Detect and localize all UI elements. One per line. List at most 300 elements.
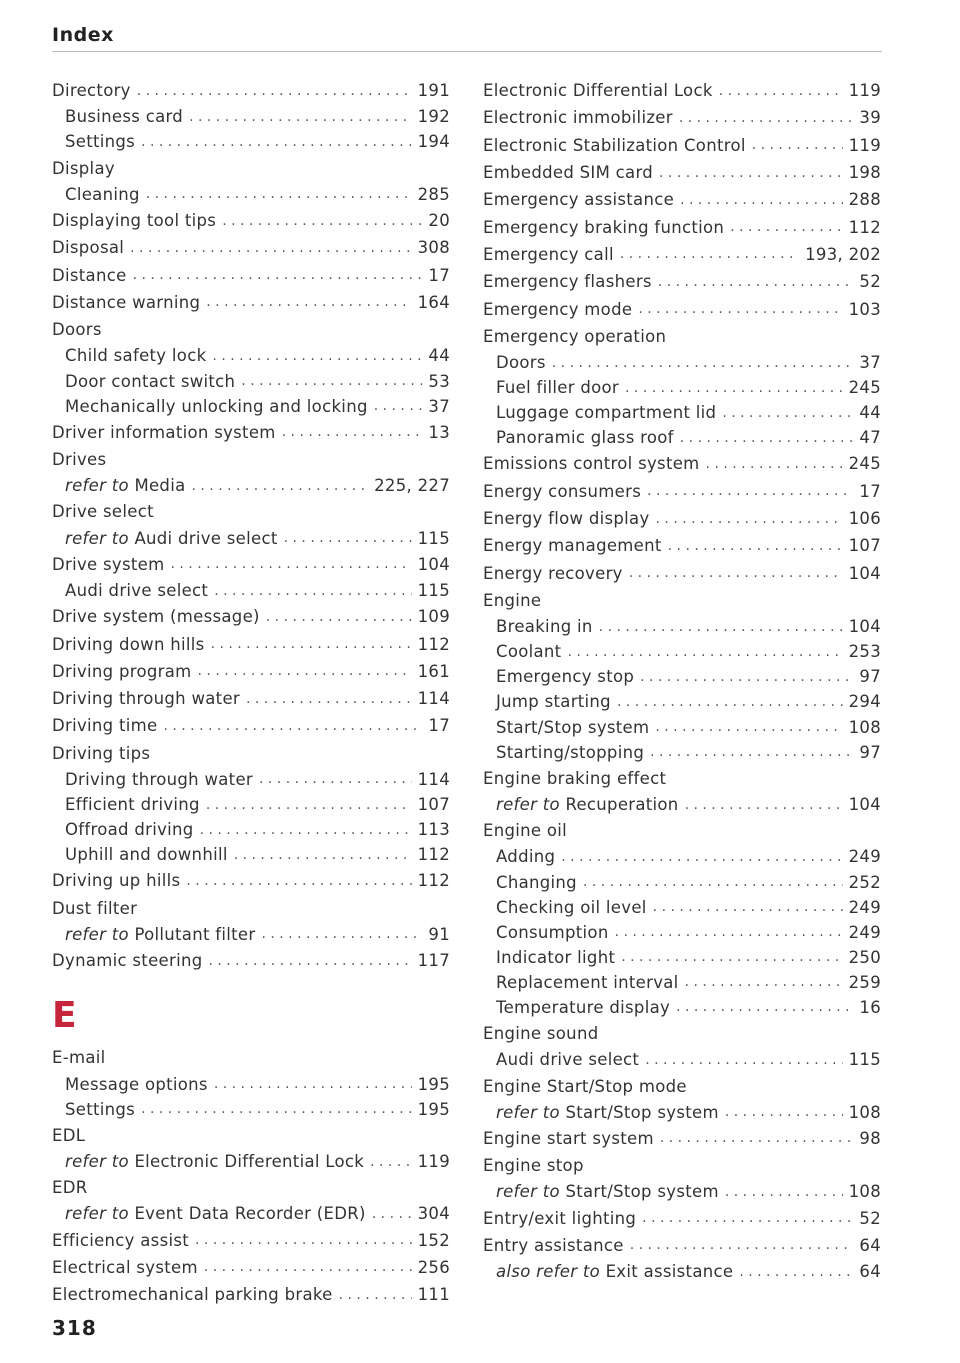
- dot-leader: [552, 355, 854, 371]
- dot-leader: [200, 822, 412, 838]
- dot-leader: [640, 669, 853, 685]
- index-term: Drive system: [52, 554, 165, 574]
- index-term: Directory: [52, 81, 131, 101]
- dot-leader: [725, 1104, 843, 1120]
- page-reference[interactable]: 117: [417, 951, 450, 971]
- index-subentry-driving-through-water[interactable]: [52, 767, 450, 792]
- index-subentry-uphill-and-downhill[interactable]: [52, 842, 450, 867]
- page-reference[interactable]: 245: [848, 454, 881, 474]
- index-entry-drive-system[interactable]: [52, 551, 450, 578]
- index-entry-distance-warning[interactable]: [52, 289, 450, 316]
- index-subentry-recuperation[interactable]: [483, 792, 881, 817]
- page-reference[interactable]: 252: [848, 872, 881, 892]
- index-subentry-emergency-stop[interactable]: [483, 664, 881, 689]
- dot-leader: [629, 565, 843, 581]
- dot-leader: [246, 691, 412, 707]
- index-entry-electromechanical-parking-brake[interactable]: [52, 1281, 450, 1308]
- cross-reference-prefix: refer to: [65, 924, 129, 944]
- index-term: Driving time: [52, 716, 158, 736]
- index-term: Engine braking effect: [483, 768, 667, 788]
- index-term: Doors: [496, 353, 546, 373]
- index-term: Breaking in: [496, 617, 593, 637]
- page-reference[interactable]: 259: [848, 972, 881, 992]
- page-reference[interactable]: 108: [848, 1182, 881, 1202]
- index-term: Dust filter: [52, 898, 138, 918]
- index-term: Displaying tool tips: [52, 211, 217, 231]
- index-entry-drive-system-message[interactable]: [52, 603, 450, 630]
- index-subentry-audi-drive-select[interactable]: [52, 578, 450, 603]
- index-heading-drive-select: [52, 498, 450, 525]
- page-reference[interactable]: 111: [417, 1285, 450, 1305]
- index-entry-energy-management[interactable]: [483, 532, 881, 559]
- index-subentry-indicator-light[interactable]: [483, 945, 881, 970]
- page-reference[interactable]: 52: [859, 1208, 881, 1228]
- dot-leader: [676, 999, 853, 1015]
- index-term: Driver information system: [52, 422, 276, 442]
- dot-leader: [137, 83, 412, 99]
- page-reference[interactable]: 37: [859, 353, 881, 373]
- page-reference[interactable]: 52: [859, 272, 881, 292]
- page-reference[interactable]: 152: [417, 1230, 450, 1250]
- index-entry-directory[interactable]: [52, 77, 450, 104]
- page-reference[interactable]: 47: [859, 428, 881, 448]
- index-subentry-message-options[interactable]: [52, 1072, 450, 1097]
- page-reference[interactable]: 13: [428, 422, 450, 442]
- index-term: Electronic Stabilization Control: [483, 135, 746, 155]
- page-reference[interactable]: 107: [848, 536, 881, 556]
- index-subentry-starting-stopping[interactable]: [483, 740, 881, 765]
- cross-reference-prefix: refer to: [65, 476, 129, 496]
- page-reference[interactable]: 107: [417, 795, 450, 815]
- index-term: Replacement interval: [496, 972, 679, 992]
- page-reference[interactable]: 112: [417, 845, 450, 865]
- dot-leader: [206, 797, 412, 813]
- index-term: Electronic immobilizer: [483, 108, 673, 128]
- page-reference[interactable]: 53: [428, 371, 450, 391]
- index-term: Emergency assistance: [483, 190, 675, 210]
- index-entry-displaying-tool-tips[interactable]: [52, 207, 450, 234]
- page-reference[interactable]: 294: [848, 692, 881, 712]
- index-section-letter: E: [52, 995, 77, 1037]
- index-term: Driving through water: [65, 769, 253, 789]
- page-reference[interactable]: 119: [417, 1152, 450, 1172]
- page-reference[interactable]: 39: [859, 108, 881, 128]
- page-reference[interactable]: 104: [848, 617, 881, 637]
- index-entry-engine-start-system[interactable]: [483, 1125, 881, 1152]
- index-term: Business card: [65, 107, 184, 127]
- index-subentry-replacement-interval[interactable]: [483, 970, 881, 995]
- dot-leader: [214, 1076, 412, 1092]
- dot-leader: [259, 771, 412, 787]
- index-entry-efficiency-assist[interactable]: [52, 1227, 450, 1254]
- index-term: Recuperation: [565, 795, 679, 815]
- dot-leader: [615, 924, 843, 940]
- index-entry-electronic-immobilizer[interactable]: [483, 104, 881, 131]
- index-term: EDR: [52, 1178, 88, 1198]
- page-reference[interactable]: 16: [859, 997, 881, 1017]
- page-reference[interactable]: 285: [417, 184, 450, 204]
- page-reference[interactable]: 108: [848, 717, 881, 737]
- index-heading-emergency-operation: [483, 323, 881, 350]
- index-entry-driving-down-hills[interactable]: [52, 630, 450, 657]
- page-reference[interactable]: 250: [848, 947, 881, 967]
- page-reference[interactable]: 112: [417, 634, 450, 654]
- index-subentry-start-stop-system[interactable]: [483, 1179, 881, 1204]
- index-term: Consumption: [496, 922, 609, 942]
- index-entry-emissions-control-system[interactable]: [483, 450, 881, 477]
- index-term: Audi drive select: [496, 1050, 640, 1070]
- dot-leader: [171, 556, 412, 572]
- page-reference[interactable]: 193, 202: [805, 244, 881, 264]
- index-entry-entry-exit-lighting[interactable]: [483, 1205, 881, 1232]
- page-reference[interactable]: 37: [428, 396, 450, 416]
- dot-leader: [234, 847, 412, 863]
- index-subentry-cleaning[interactable]: [52, 182, 450, 207]
- dot-leader: [668, 538, 843, 554]
- index-term: Disposal: [52, 238, 125, 258]
- index-term: Energy flow display: [483, 509, 650, 529]
- page-reference[interactable]: 44: [428, 346, 450, 366]
- page-reference[interactable]: 104: [848, 563, 881, 583]
- index-term: Door contact switch: [65, 371, 236, 391]
- index-subentry-business-card[interactable]: [52, 104, 450, 129]
- dot-leader: [719, 83, 843, 99]
- page-reference[interactable]: 249: [848, 922, 881, 942]
- index-term: Cleaning: [65, 184, 140, 204]
- page-reference[interactable]: 113: [417, 820, 450, 840]
- index-subentry-mechanically-unlocking-and-locking[interactable]: [52, 394, 450, 419]
- index-heading-engine-braking-effect: [483, 765, 881, 792]
- dot-leader: [583, 874, 843, 890]
- page-reference[interactable]: 104: [417, 554, 450, 574]
- cross-reference-prefix: refer to: [496, 1102, 560, 1122]
- index-term: Start/Stop system: [565, 1102, 719, 1122]
- index-subentry-adding[interactable]: [483, 844, 881, 869]
- index-subentry-settings[interactable]: [52, 1097, 450, 1122]
- index-term: Settings: [65, 1099, 136, 1119]
- dot-leader: [189, 109, 412, 125]
- index-term: Emergency mode: [483, 299, 633, 319]
- index-entry-driving-through-water[interactable]: [52, 685, 450, 712]
- page-reference[interactable]: 308: [417, 238, 450, 258]
- index-term: Temperature display: [496, 997, 671, 1017]
- dot-leader: [685, 797, 843, 813]
- index-column-left: [52, 77, 450, 1308]
- index-subentry-luggage-compartment-lid[interactable]: [483, 400, 881, 425]
- index-entry-emergency-assistance[interactable]: [483, 186, 881, 213]
- index-entry-emergency-mode[interactable]: [483, 295, 881, 322]
- index-term: Energy recovery: [483, 563, 623, 583]
- page-reference[interactable]: 161: [417, 661, 450, 681]
- index-entry-energy-flow-display[interactable]: [483, 505, 881, 532]
- index-subentry-pollutant-filter[interactable]: [52, 922, 450, 947]
- index-term: Message options: [65, 1074, 208, 1094]
- cross-reference-prefix: refer to: [65, 1152, 129, 1172]
- page-reference[interactable]: 103: [848, 299, 881, 319]
- dot-leader: [685, 974, 843, 990]
- page-reference[interactable]: 253: [848, 642, 881, 662]
- index-entry-driver-information-system[interactable]: [52, 419, 450, 446]
- page-reference[interactable]: 119: [848, 135, 881, 155]
- index-term: Driving program: [52, 661, 192, 681]
- page-reference[interactable]: 109: [417, 607, 450, 627]
- index-term: Checking oil level: [496, 897, 647, 917]
- index-term: Entry/exit lighting: [483, 1208, 637, 1228]
- page-reference[interactable]: 104: [848, 795, 881, 815]
- cross-reference-prefix: refer to: [496, 1182, 560, 1202]
- index-subentry-media[interactable]: [52, 473, 450, 498]
- dot-leader: [680, 430, 854, 446]
- dot-leader: [186, 873, 411, 889]
- index-heading-e-mail: [52, 1044, 450, 1071]
- page-reference[interactable]: 164: [417, 292, 450, 312]
- dot-leader: [284, 530, 412, 546]
- page-reference[interactable]: 288: [848, 190, 881, 210]
- dot-leader: [195, 1232, 412, 1248]
- dot-leader: [192, 478, 369, 494]
- index-entry-entry-assistance[interactable]: [483, 1232, 881, 1259]
- page-reference[interactable]: 225, 227: [374, 476, 450, 496]
- page-reference[interactable]: 249: [848, 897, 881, 917]
- dot-leader: [374, 398, 423, 414]
- page-reference[interactable]: 64: [859, 1235, 881, 1255]
- dot-leader: [206, 294, 411, 310]
- index-entry-driving-time[interactable]: [52, 712, 450, 739]
- dot-leader: [752, 137, 843, 153]
- dot-leader: [680, 192, 843, 208]
- dot-leader: [261, 926, 422, 942]
- index-entry-distance[interactable]: [52, 261, 450, 288]
- dot-leader: [660, 1130, 854, 1146]
- index-entry-driving-up-hills[interactable]: [52, 867, 450, 894]
- dot-leader: [617, 694, 843, 710]
- index-subentry-changing[interactable]: [483, 869, 881, 894]
- page-reference[interactable]: 114: [417, 689, 450, 709]
- index-subentry-doors[interactable]: [483, 350, 881, 375]
- page-reference[interactable]: 195: [417, 1099, 450, 1119]
- dot-leader: [625, 380, 843, 396]
- index-entry-emergency-flashers[interactable]: [483, 268, 881, 295]
- index-subentry-temperature-display[interactable]: [483, 995, 881, 1020]
- index-subentry-start-stop-system[interactable]: [483, 1100, 881, 1125]
- index-term: Engine stop: [483, 1156, 584, 1176]
- index-subentry-jump-starting[interactable]: [483, 689, 881, 714]
- page-reference[interactable]: 198: [848, 163, 881, 183]
- page-reference[interactable]: 245: [848, 378, 881, 398]
- index-term: Jump starting: [496, 692, 611, 712]
- index-subentry-child-safety-lock[interactable]: [52, 343, 450, 368]
- dot-leader: [561, 849, 842, 865]
- index-term: Electrical system: [52, 1257, 198, 1277]
- index-term: Audi drive select: [134, 528, 278, 548]
- index-term: Mechanically unlocking and locking: [65, 396, 368, 416]
- page-number: 318: [52, 1316, 97, 1340]
- index-term: Panoramic glass roof: [496, 428, 674, 448]
- index-term: Drives: [52, 450, 107, 470]
- page-reference[interactable]: 115: [848, 1050, 881, 1070]
- index-subentry-coolant[interactable]: [483, 639, 881, 664]
- index-entry-embedded-sim-card[interactable]: [483, 159, 881, 186]
- index-heading-drives: [52, 446, 450, 473]
- dot-leader: [739, 1264, 853, 1280]
- page-reference[interactable]: 115: [417, 528, 450, 548]
- index-term: Changing: [496, 872, 577, 892]
- index-term: Pollutant filter: [134, 924, 256, 944]
- index-term: Media: [134, 476, 186, 496]
- index-term: EDL: [52, 1125, 86, 1145]
- dot-leader: [214, 583, 411, 599]
- index-term: Emergency braking function: [483, 217, 725, 237]
- index-entry-emergency-braking-function[interactable]: [483, 213, 881, 240]
- dot-leader: [241, 373, 422, 389]
- index-term: Distance warning: [52, 292, 201, 312]
- dot-leader: [130, 240, 411, 256]
- index-column-right: [483, 77, 881, 1284]
- index-heading-driving-tips: [52, 740, 450, 767]
- page-reference[interactable]: 256: [417, 1257, 450, 1277]
- index-term: Engine Start/Stop mode: [483, 1076, 687, 1096]
- index-term: Efficient driving: [65, 795, 200, 815]
- index-heading-engine: [483, 587, 881, 614]
- page-header-title: Index: [52, 24, 114, 46]
- cross-reference-prefix: refer to: [65, 1204, 129, 1224]
- index-heading-engine-oil: [483, 817, 881, 844]
- index-term: Emergency operation: [483, 326, 667, 346]
- index-term: Energy consumers: [483, 481, 642, 501]
- page-reference[interactable]: 98: [859, 1128, 881, 1148]
- dot-leader: [208, 953, 411, 969]
- page-reference[interactable]: 192: [417, 107, 450, 127]
- dot-leader: [599, 619, 843, 635]
- index-term: Drive system (message): [52, 607, 260, 627]
- index-heading-edl: [52, 1122, 450, 1149]
- index-entry-energy-recovery[interactable]: [483, 560, 881, 587]
- index-subentry-panoramic-glass-roof[interactable]: [483, 425, 881, 450]
- index-entry-energy-consumers[interactable]: [483, 478, 881, 505]
- index-term: Electromechanical parking brake: [52, 1285, 333, 1305]
- page-reference[interactable]: 112: [848, 217, 881, 237]
- index-entry-electronic-differential-lock[interactable]: [483, 77, 881, 104]
- index-term: Settings: [65, 132, 136, 152]
- index-term: Entry assistance: [483, 1235, 624, 1255]
- page-reference[interactable]: 304: [417, 1204, 450, 1224]
- index-term: Engine start system: [483, 1128, 654, 1148]
- dot-leader: [370, 1154, 411, 1170]
- index-subentry-breaking-in[interactable]: [483, 614, 881, 639]
- page-reference[interactable]: 114: [417, 769, 450, 789]
- index-term: Electronic Differential Lock: [483, 81, 713, 101]
- index-term: Starting/stopping: [496, 742, 645, 762]
- page-reference[interactable]: 249: [848, 847, 881, 867]
- dot-leader: [163, 718, 422, 734]
- page-reference[interactable]: 191: [417, 81, 450, 101]
- page-reference[interactable]: 97: [859, 667, 881, 687]
- page-reference[interactable]: 112: [417, 871, 450, 891]
- index-heading-dust-filter: [52, 895, 450, 922]
- index-subentry-audi-drive-select[interactable]: [483, 1047, 881, 1072]
- dot-leader: [567, 644, 842, 660]
- index-term: Indicator light: [496, 947, 616, 967]
- index-subentry-efficient-driving[interactable]: [52, 792, 450, 817]
- dot-leader: [212, 348, 422, 364]
- index-entry-emergency-call[interactable]: [483, 241, 881, 268]
- dot-leader: [621, 949, 842, 965]
- index-subentry-door-contact-switch[interactable]: [52, 368, 450, 393]
- dot-leader: [222, 213, 422, 229]
- page-reference[interactable]: 17: [859, 481, 881, 501]
- dot-leader: [655, 719, 842, 735]
- index-term: Coolant: [496, 642, 562, 662]
- page-reference[interactable]: 20: [428, 211, 450, 231]
- index-entry-dynamic-steering[interactable]: [52, 947, 450, 974]
- page-reference[interactable]: 91: [428, 924, 450, 944]
- dot-leader: [650, 744, 853, 760]
- page-reference[interactable]: 119: [848, 81, 881, 101]
- index-term: Emergency call: [483, 244, 614, 264]
- index-subentry-electronic-differential-lock[interactable]: [52, 1149, 450, 1174]
- index-subentry-consumption[interactable]: [483, 920, 881, 945]
- index-term: Fuel filler door: [496, 378, 620, 398]
- index-term: Display: [52, 158, 115, 178]
- page-reference[interactable]: 17: [428, 716, 450, 736]
- index-subentry-offroad-driving[interactable]: [52, 817, 450, 842]
- dot-leader: [679, 110, 854, 126]
- page-reference[interactable]: 106: [848, 509, 881, 529]
- index-term: Child safety lock: [65, 346, 207, 366]
- index-subentry-audi-drive-select[interactable]: [52, 526, 450, 551]
- index-term: Driving down hills: [52, 634, 205, 654]
- index-entry-disposal[interactable]: [52, 234, 450, 261]
- page-reference[interactable]: 195: [417, 1074, 450, 1094]
- page-reference[interactable]: 194: [417, 132, 450, 152]
- index-heading-edr: [52, 1174, 450, 1201]
- index-term: Engine sound: [483, 1024, 599, 1044]
- index-term: Audi drive select: [65, 581, 209, 601]
- index-term: Dynamic steering: [52, 951, 203, 971]
- index-subentry-start-stop-system[interactable]: [483, 715, 881, 740]
- index-term: Engine oil: [483, 821, 568, 841]
- dot-leader: [372, 1206, 412, 1222]
- dot-leader: [339, 1287, 412, 1303]
- dot-leader: [656, 511, 843, 527]
- dot-leader: [725, 1184, 843, 1200]
- index-entry-electrical-system[interactable]: [52, 1254, 450, 1281]
- index-term: Emissions control system: [483, 454, 700, 474]
- index-term: Start/Stop system: [565, 1182, 719, 1202]
- page-reference[interactable]: 108: [848, 1102, 881, 1122]
- dot-leader: [211, 636, 412, 652]
- index-term: Adding: [496, 847, 556, 867]
- index-subentry-event-data-recorder-edr[interactable]: [52, 1201, 450, 1226]
- index-term: E-mail: [52, 1048, 106, 1068]
- index-term: Energy management: [483, 536, 662, 556]
- page-reference[interactable]: 17: [428, 265, 450, 285]
- page-reference[interactable]: 64: [859, 1262, 881, 1282]
- index-subentry-fuel-filler-door[interactable]: [483, 375, 881, 400]
- dot-leader: [638, 301, 842, 317]
- index-subentry-checking-oil-level[interactable]: [483, 895, 881, 920]
- index-term: Engine: [483, 590, 542, 610]
- index-entry-driving-program[interactable]: [52, 658, 450, 685]
- index-subentry-settings[interactable]: [52, 129, 450, 154]
- page-reference[interactable]: 97: [859, 742, 881, 762]
- index-entry-electronic-stabilization-control[interactable]: [483, 132, 881, 159]
- index-term: Drive select: [52, 502, 154, 522]
- page-reference[interactable]: 115: [417, 581, 450, 601]
- index-subentry-exit-assistance[interactable]: [483, 1259, 881, 1284]
- index-term: Driving through water: [52, 689, 240, 709]
- page-reference[interactable]: 44: [859, 403, 881, 423]
